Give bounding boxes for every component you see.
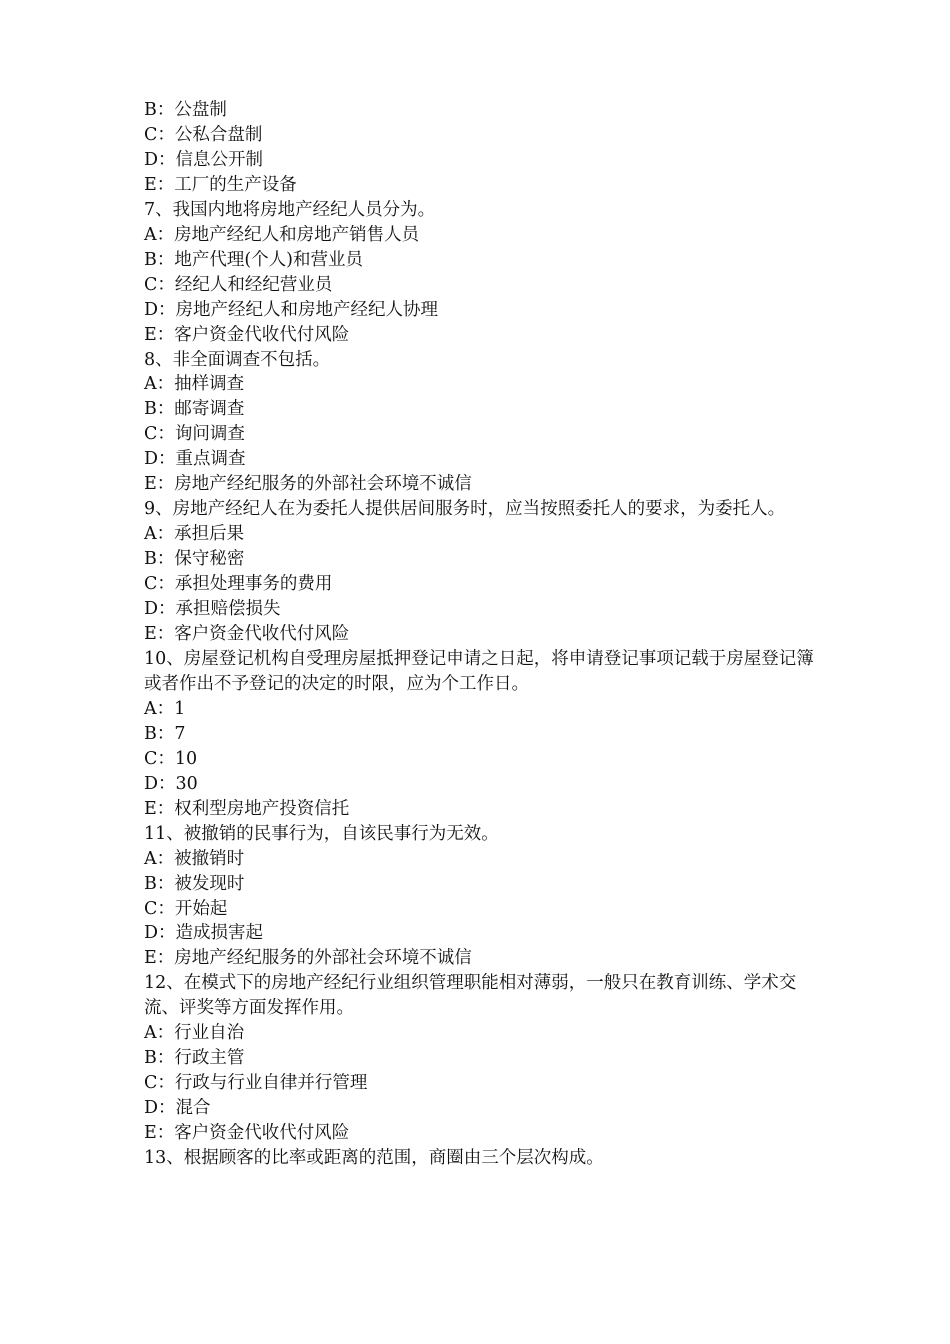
question-list: [144, 98, 814, 1171]
answer-option: A：1: [144, 698, 186, 719]
answer-option: A：行业自治: [144, 1023, 245, 1044]
question-text: 8、非全面调查不包括。: [144, 349, 331, 370]
answer-option: E：客户资金代收代付风险: [144, 1123, 350, 1144]
question-text: 13、根据顾客的比率或距离的范围，商圈由三个层次构成。: [144, 1148, 604, 1169]
answer-option: A：被撤销时: [144, 848, 245, 869]
question-text: 11、被撤销的民事行为，自该民事行为无效。: [144, 823, 499, 844]
answer-option: C：经纪人和经纪营业员: [144, 274, 333, 295]
answer-option: E：工厂的生产设备: [144, 174, 297, 195]
answer-option: C：10: [144, 748, 198, 769]
answer-option: D：造成损害起: [144, 923, 264, 944]
answer-option: D：混合: [144, 1098, 211, 1119]
answer-option: E：房地产经纪服务的外部社会环境不诚信: [144, 474, 472, 495]
answer-option: C：公私合盘制: [144, 124, 263, 145]
answer-option: B：公盘制: [144, 100, 227, 120]
answer-option: B：7: [144, 723, 186, 744]
question-text: 12、在模式下的房地产经纪行业组织管理职能相对薄弱，一般只在教育训练、学术交流、评奖等方面发挥作用。: [144, 973, 797, 1019]
answer-option: B：邮寄调查: [144, 399, 245, 420]
answer-option: D：房地产经纪人和房地产经纪人协理: [144, 299, 439, 320]
answer-option: D：30: [144, 773, 198, 794]
answer-option: D：承担赔偿损失: [144, 599, 281, 620]
answer-option: C：开始起: [144, 898, 228, 919]
question-text: 9、房地产经纪人在为委托人提供居间服务时，应当按照委托人的要求，为委托人。: [144, 499, 786, 520]
answer-option: E：权利型房地产投资信托: [144, 798, 350, 819]
question-text: 10、房屋登记机构自受理房屋抵押登记申请之日起，将申请登记事项记载于房屋登记簿或者作出不予登记的决定的时限，应为个工作日。: [144, 648, 814, 694]
answer-option: A：承担后果: [144, 524, 245, 545]
answer-option: C：询问调查: [144, 424, 245, 445]
answer-option: D：重点调查: [144, 449, 246, 470]
answer-option: A：房地产经纪人和房地产销售人员: [144, 224, 420, 245]
answer-option: C：行政与行业自律并行管理: [144, 1073, 368, 1094]
answer-option: B：行政主管: [144, 1048, 245, 1069]
answer-option: B：地产代理(个人)和营业员: [144, 249, 364, 270]
answer-option: B：保守秘密: [144, 549, 245, 570]
answer-option: D：信息公开制: [144, 149, 264, 170]
answer-option: E：客户资金代收代付风险: [144, 624, 350, 645]
question-text: 7、我国内地将房地产经纪人员分为。: [144, 199, 436, 220]
answer-option: C：承担处理事务的费用: [144, 574, 333, 595]
answer-option: E：客户资金代收代付风险: [144, 324, 350, 345]
answer-option: A：抽样调查: [144, 374, 245, 395]
answer-option: E：房地产经纪服务的外部社会环境不诚信: [144, 948, 472, 969]
answer-option: B：被发现时: [144, 873, 245, 894]
